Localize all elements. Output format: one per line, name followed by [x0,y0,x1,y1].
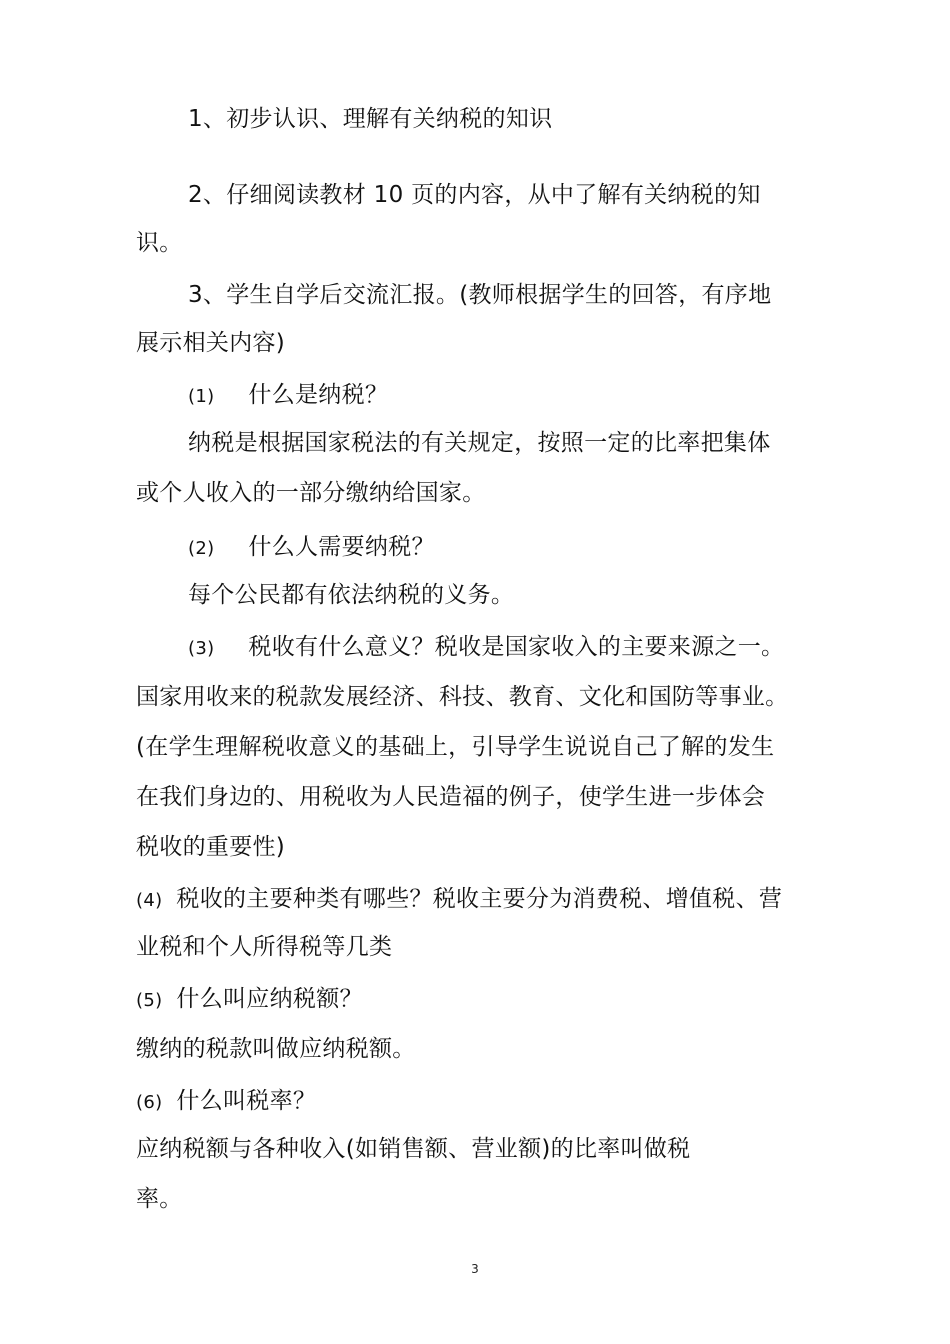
line-text: 缴纳的税款叫做应纳税额。 [136,1036,416,1062]
line-text: 什么叫应纳税额？ [176,986,363,1012]
line-text: 纳税是根据国家税法的有关规定，按照一定的比率把集体 [188,430,771,456]
line-text: 税收的重要性) [136,834,286,860]
line-text: 2、仔细阅读教材 10 页的内容，从中了解有关纳税的知 [188,182,761,208]
paragraph-line [136,782,765,812]
list-marker: (1) [188,386,215,407]
line-text: (在学生理解税收意义的基础上，引导学生说说自己了解的发生 [136,734,775,760]
list-item [188,532,435,564]
paragraph-line [136,478,486,508]
list-item [188,380,388,412]
list-marker: (4) [136,890,163,911]
paragraph-line [188,104,552,134]
paragraph-line [136,682,788,712]
line-text: 或个人收入的一部分缴纳给国家。 [136,480,486,506]
list-item [136,884,782,916]
list-item [136,984,363,1016]
list-item [188,632,784,664]
list-marker: (6) [136,1092,163,1113]
paragraph-line [188,180,761,210]
line-text: 应纳税额与各种收入(如销售额、营业额)的比率叫做税 [136,1136,691,1162]
paragraph-line [136,1134,690,1164]
line-text: 展示相关内容) [136,330,286,356]
line-text: 什么人需要纳税？ [248,534,435,560]
paragraph-line [136,832,285,862]
paragraph-line [136,1184,183,1214]
list-marker: (3) [188,638,215,659]
paragraph-line [188,280,771,310]
paragraph-line [188,428,771,458]
line-text: 率。 [136,1186,183,1212]
paragraph-line [136,732,774,762]
line-text: 业税和个人所得税等几类 [136,934,393,960]
paragraph-line [136,932,392,962]
list-marker: (2) [188,538,215,559]
line-text: 国家用收来的税款发展经济、科技、教育、文化和国防等事业。 [136,684,789,710]
list-marker: (5) [136,990,163,1011]
line-text: 税收的主要种类有哪些？税收主要分为消费税、增值税、营 [176,886,783,912]
line-text: 什么是纳税？ [248,382,389,408]
list-item [136,1086,316,1118]
line-text: 在我们身边的、用税收为人民造福的例子，使学生进一步体会 [136,784,766,810]
line-text: 识。 [136,230,183,256]
paragraph-line [136,328,285,358]
line-text: 3、学生自学后交流汇报。(教师根据学生的回答，有序地 [188,282,772,308]
line-text: 每个公民都有依法纳税的义务。 [188,582,515,608]
line-text: 什么叫税率？ [176,1088,317,1114]
paragraph-line [188,580,514,610]
paragraph-line [136,1034,416,1064]
page-number: 3 [471,1262,479,1276]
paragraph-line [136,228,183,258]
line-text: 税收有什么意义？税收是国家收入的主要来源之一。 [248,634,785,660]
line-text: 1、初步认识、理解有关纳税的知识 [188,106,553,132]
